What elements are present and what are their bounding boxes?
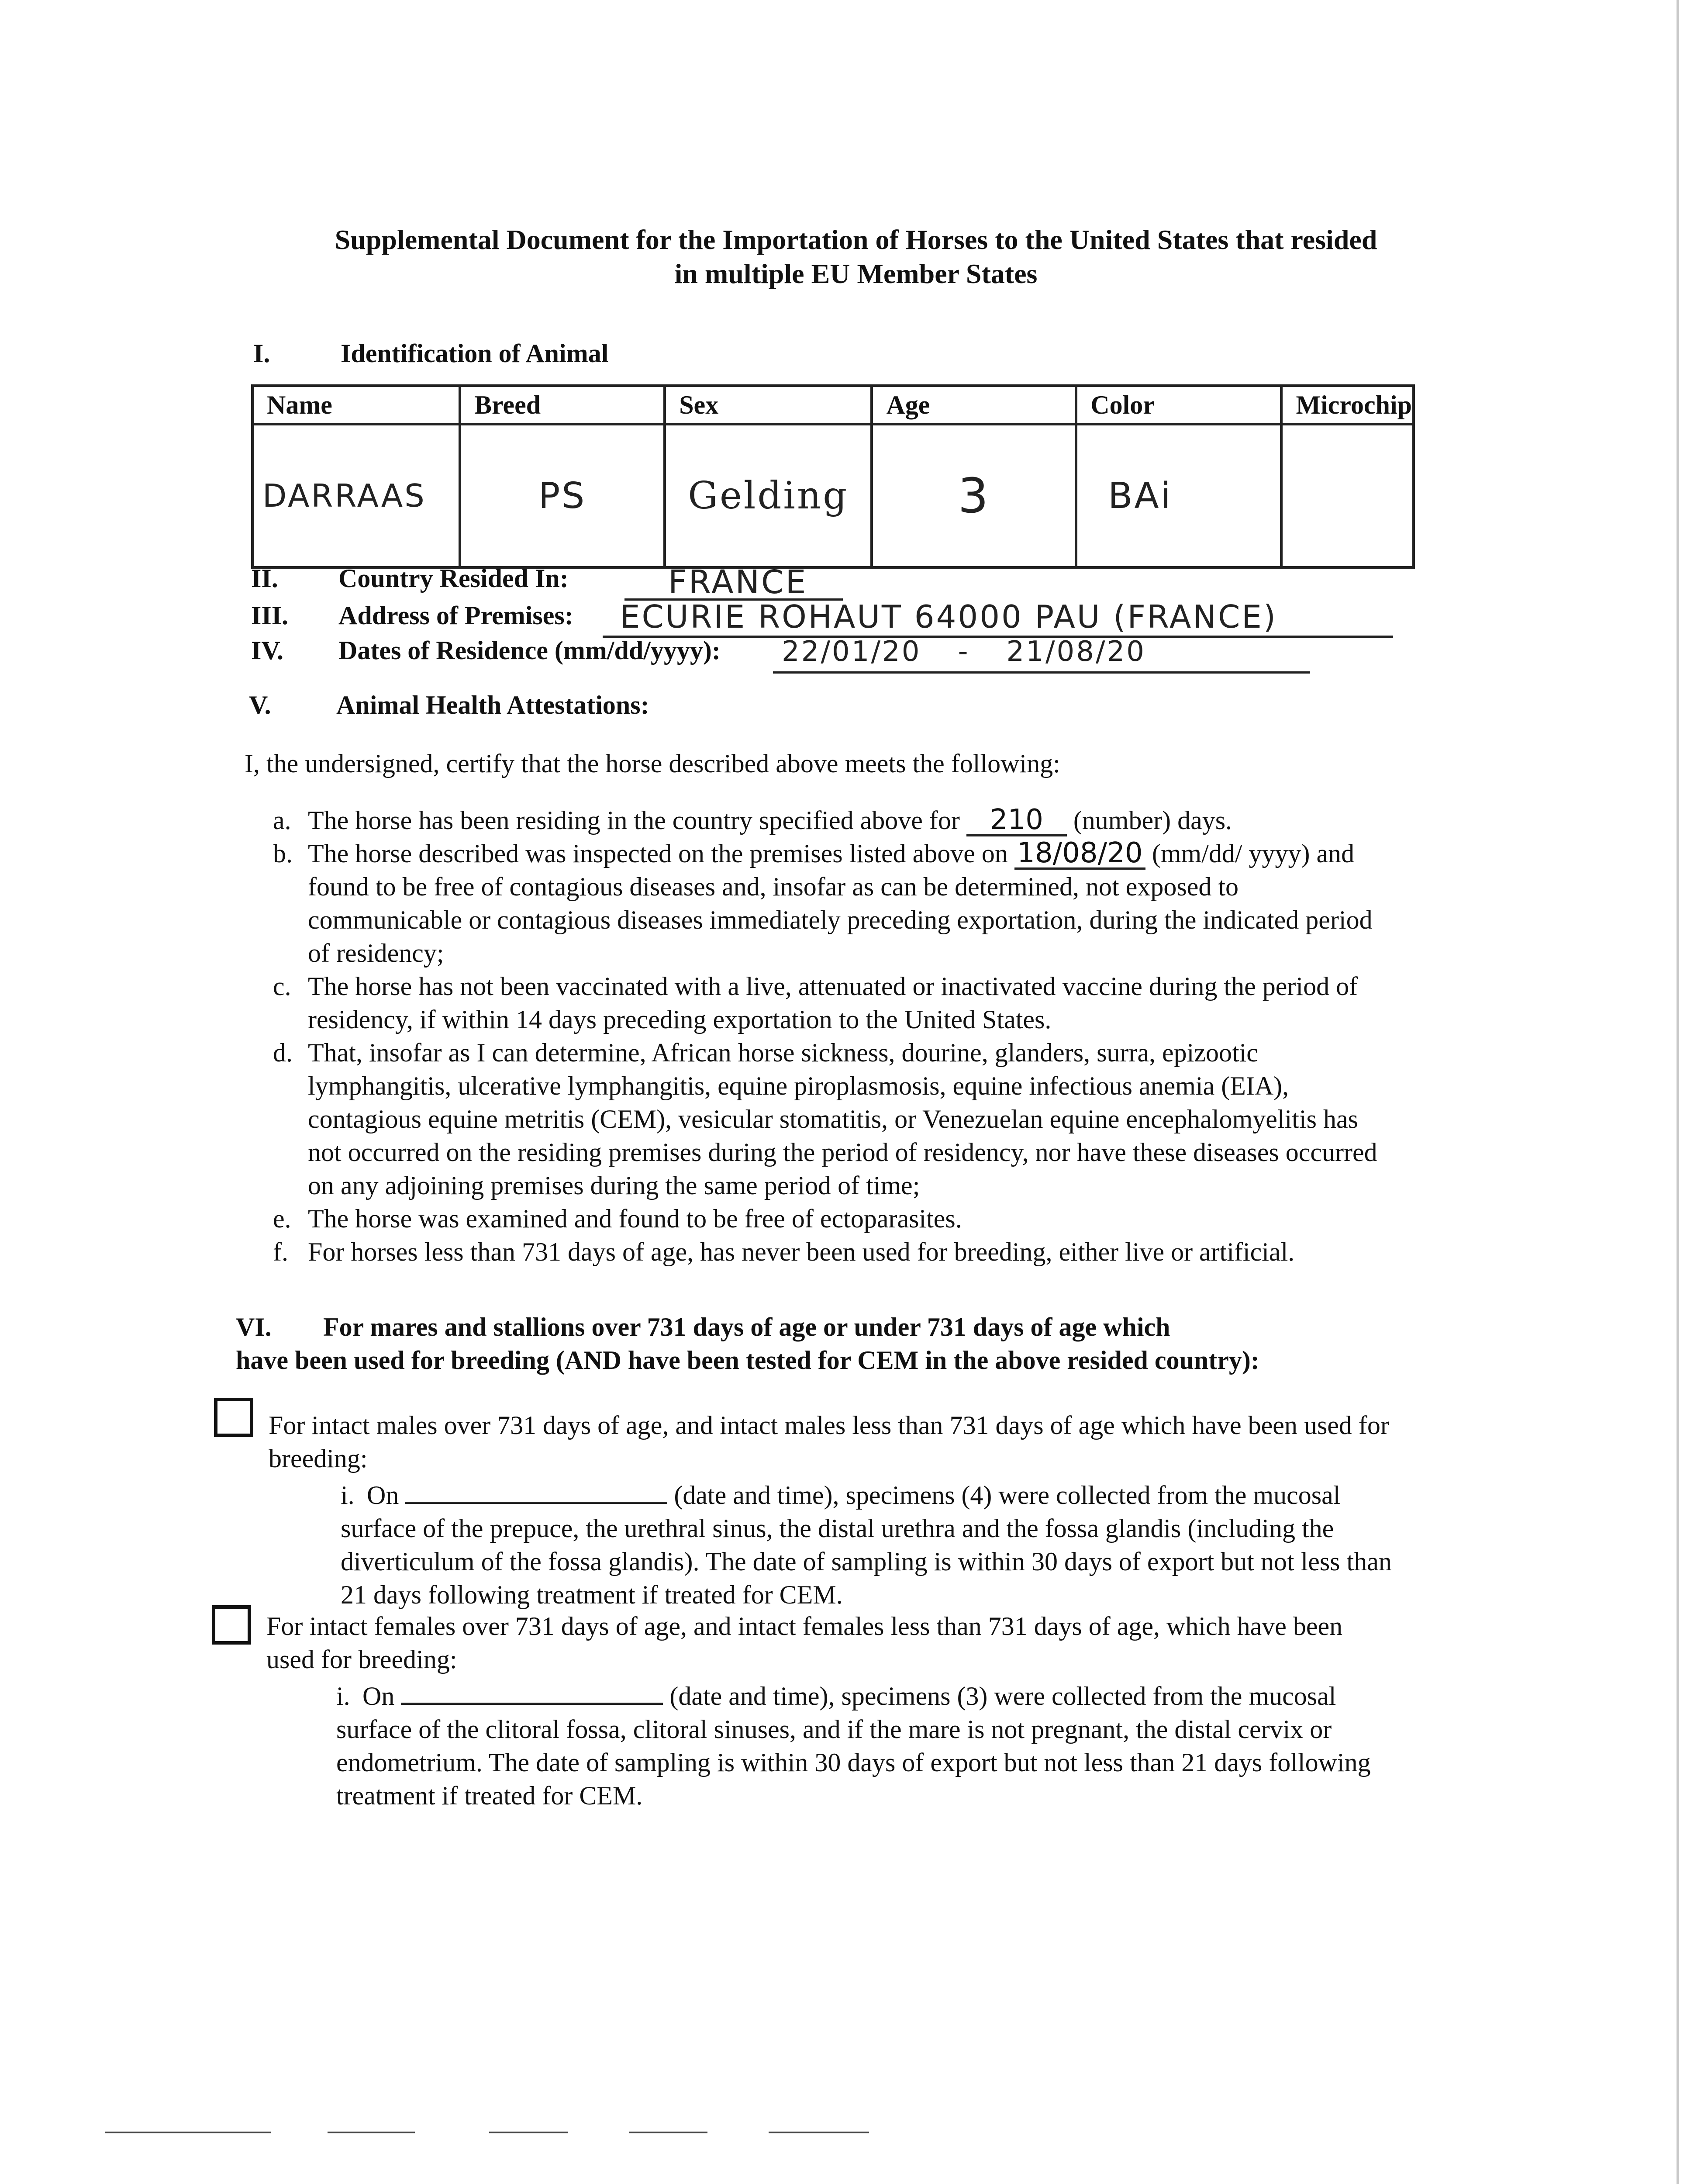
section-number: III. [251,601,289,630]
section-4-row [251,636,721,666]
section-number: II. [251,564,278,593]
item-text: The horse has been residing in the country specified above for [308,806,960,835]
item-letter: d. [273,1038,293,1067]
item-text: (number) days. [1073,806,1232,835]
col-breed: Breed [460,386,665,424]
cell-name[interactable]: DARRAAS [252,424,460,567]
section-title: Identification of Animal [341,339,609,368]
residence-days-field[interactable]: 210 [966,805,1067,836]
address-value: ECURIE ROHAUT 64000 PAU (FRANCE) [620,598,1277,635]
item-text: (mm/dd/ yyyy) and found to be free of contagious diseases and, insofar as can be determined, not exposed to communicable or contagious diseases immediately preceding exportation, during the indicated period of residency; [308,839,1373,968]
address-label: Address of Premises: [338,601,573,630]
date-from: 22/01/20 [782,636,921,668]
scan-edge [1677,0,1679,2184]
list-item [273,837,1391,970]
footer-line [328,2132,415,2133]
section-title: Animal Health Attestations: [336,691,649,719]
on-label: On [362,1682,395,1711]
section-number: VI. [236,1313,272,1341]
dates-label: Dates of Residence (mm/dd/yyyy): [338,636,721,665]
females-date-time-field[interactable] [401,1703,663,1705]
dates-field[interactable] [773,636,1310,674]
inspection-date-field[interactable]: 18/08/20 [1014,839,1145,870]
on-label: On [367,1481,399,1510]
table-header-row [252,386,1414,424]
cell-breed[interactable]: PS [460,424,665,567]
attestation-list [273,804,1391,1268]
section-title: For mares and stallions over 731 days of age or under 731 days of age which [323,1313,1170,1341]
list-item [273,804,1391,837]
males-sampling [341,1479,1397,1611]
section-number: IV. [251,636,283,665]
country-field[interactable] [624,563,843,601]
list-item [273,1036,1391,1202]
males-sampling-text: (date and time), specimens (4) were collected from the mucosal surface of the prepuce, the urethral sinus, the distal urethra and the fossa glandis (including the diverticulum of the fossa glandis). The date of sampling is within 30 days of export but not less than 21 days following treatment if treated for CEM. [341,1481,1392,1609]
section-5-heading [249,690,649,720]
cell-microchip[interactable] [1281,424,1414,567]
females-sampling-text: (date and time), specimens (3) were collected from the mucosal surface of the clitoral fossa, clitoral sinuses, and if the mare is not pregnant, the distal cervix or endometrium. The date of sampling is within 30 days of export but not less than 21 days following treatment if treated for CEM. [336,1682,1371,1810]
list-item [273,970,1391,1036]
item-letter: f. [273,1237,288,1266]
date-to: 21/08/20 [1006,636,1146,668]
females-sampling [336,1679,1397,1812]
footer-line [769,2132,869,2133]
section-6-heading [236,1310,1415,1377]
males-option-text: For intact males over 731 days of age, and intact males less than 731 days of age which have been used for breeding: [269,1411,1389,1473]
table-row [252,424,1414,567]
cell-age[interactable]: 3 [872,424,1076,567]
item-letter: a. [273,806,291,835]
cell-sex[interactable]: Gelding [665,424,872,567]
footer-line [489,2132,568,2133]
females-checkbox[interactable] [212,1605,251,1645]
col-age: Age [872,386,1076,424]
females-option-text: For intact females over 731 days of age, and intact females less than 731 days of age, which have been used for breeding: [266,1612,1343,1674]
item-text: The horse described was inspected on the premises listed above on [308,839,1008,868]
section-number: V. [249,691,271,719]
sub-numeral: i. [336,1682,350,1711]
address-field[interactable] [603,598,1393,638]
list-item [273,1235,1391,1268]
males-checkbox[interactable] [214,1398,253,1437]
col-name: Name [252,386,460,424]
males-date-time-field[interactable] [405,1502,667,1504]
section-number: I. [253,339,270,368]
section-3-row [251,601,573,631]
item-letter: c. [273,972,291,1001]
item-letter: b. [273,839,293,868]
item-letter: e. [273,1204,291,1233]
identification-table [251,384,1415,569]
footer-line [629,2132,707,2133]
cell-color[interactable]: BAi [1076,424,1281,567]
item-text: The horse was examined and found to be free of ectoparasites. [308,1204,962,1233]
footer-line [105,2132,271,2133]
list-item [273,1202,1391,1235]
certification-intro: I, the undersigned, certify that the horse described above meets the following: [245,749,1060,778]
col-sex: Sex [665,386,872,424]
date-separator: - [958,636,970,668]
country-label: Country Resided In: [338,564,569,593]
section-1-heading [253,339,608,369]
country-value: FRANCE [668,563,808,601]
item-text: That, insofar as I can determine, African horse sickness, dourine, glanders, surra, epizootic lymphangitis, ulcerative lymphangitis, equine piroplasmosis, equine infectious anemia (EIA), contagious equine metritis (CEM), vesicular stomatitis, or Venezuelan equine encephalomyelitis has not occurred on the residing premises during the period of residency, nor have these diseases occurred on any adjoining premises during the same period of time; [308,1038,1377,1200]
sub-numeral: i. [341,1481,355,1510]
section-2-row [251,563,569,594]
col-microchip: Microchip [1281,386,1414,424]
item-text: The horse has not been vaccinated with a live, attenuated or inactivated vaccine during the period of residency, if within 14 days preceding exportation to the United States. [308,972,1358,1034]
col-color: Color [1076,386,1281,424]
document-title: Supplemental Document for the Importation of Horses to the United States that resided in multiple EU Member States [335,224,1377,289]
item-text: For horses less than 731 days of age, has never been used for breeding, either live or artificial. [308,1237,1295,1266]
section-title-cont: have been used for breeding (AND have been tested for CEM in the above resided country): [236,1346,1259,1375]
